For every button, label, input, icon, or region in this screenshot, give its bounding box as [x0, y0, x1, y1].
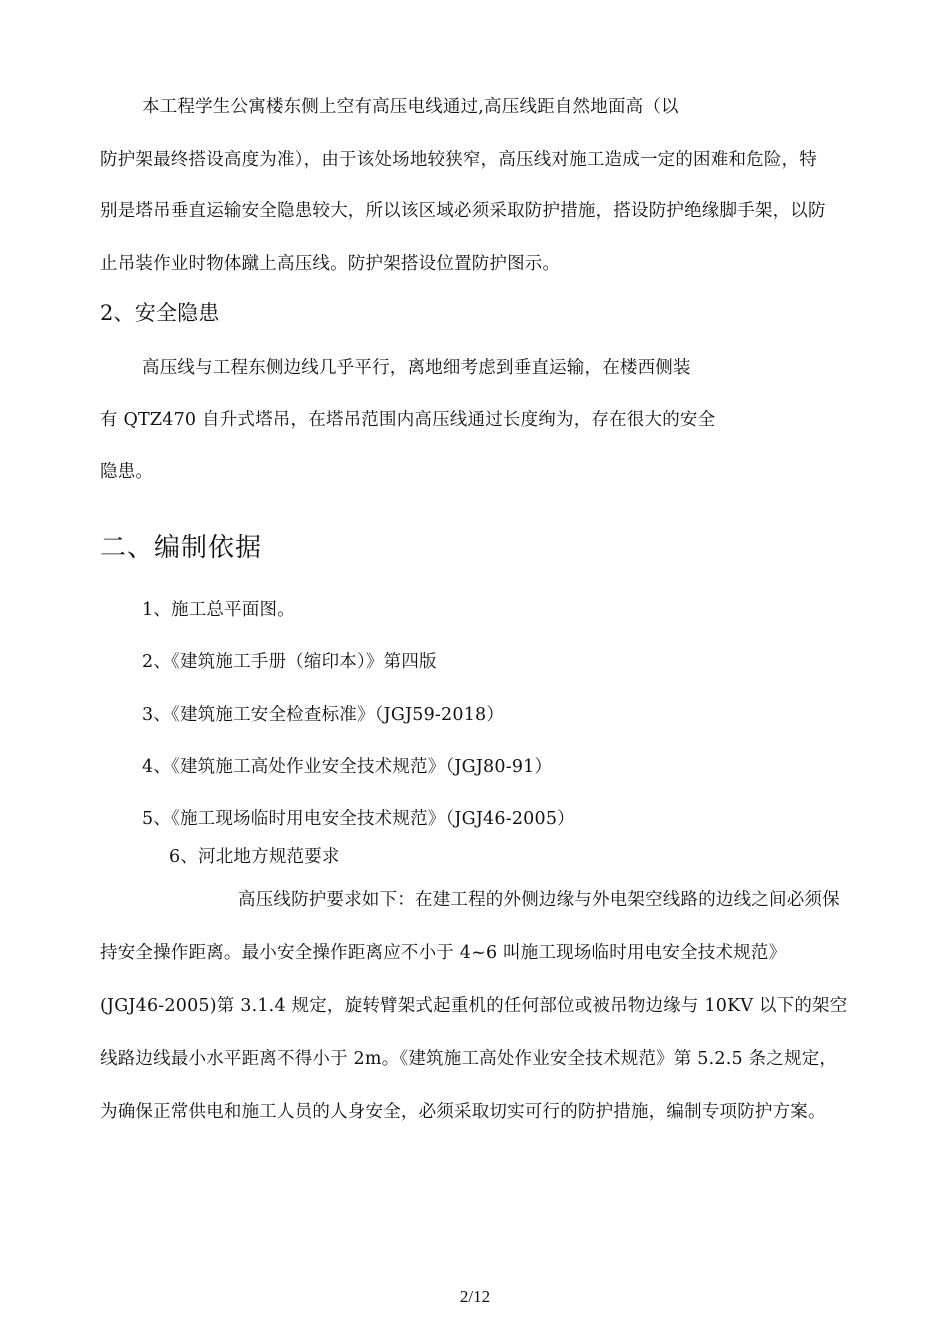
basis-item-6: 6、河北地方规范要求 [169, 847, 340, 867]
hazard-line-3: 隐患。 [100, 462, 154, 482]
intro-line-3: 别是塔吊垂直运输安全隐患较大，所以该区域必须采取防护措施，搭设防护绝缘脚手架，以防 [100, 201, 826, 221]
intro-line-1: 本工程学生公寓楼东侧上空有高压电线通过,高压线距自然地面高（以 [142, 97, 679, 117]
requirement-line-3: (JGJ46-2005)第 3.1.4 规定，旋转臂架式起重机的任何部位或被吊物边缘与 10KV 以下的架空 [100, 996, 848, 1016]
requirement-line-5: 为确保正常供电和施工人员的人身安全，必须采取切实可行的防护措施，编制专项防护方案。 [100, 1102, 826, 1122]
requirement-line-2: 持安全操作距离。最小安全操作距离应不小于 4~6 叫施工现场临时用电安全技术规范》 [100, 943, 787, 963]
basis-item-2: 2、《建筑施工手册（缩印本）》第四版 [142, 652, 437, 672]
intro-line-4: 止吊装作业时物体蹴上高压线。防护架搭设位置防护图示。 [100, 254, 561, 274]
hazard-line-2: 有 QTZ470 自升式塔吊，在塔吊范围内高压线通过长度绚为，存在很大的安全 [100, 410, 716, 430]
hazard-line-1: 高压线与工程东侧边线几乎平行，离地细考虑到垂直运输，在楼西侧装 [142, 358, 691, 378]
basis-item-1: 1、施工总平面图。 [142, 600, 295, 620]
requirement-line-4: 线路边线最小水平距离不得小于 2m。《建筑施工高处作业安全技术规范》第 5.2.5 条之规定， [100, 1049, 838, 1069]
basis-item-5: 5、《施工现场临时用电安全技术规范》（JGJ46-2005） [142, 809, 575, 829]
requirement-line-1: 高压线防护要求如下：在建工程的外侧边缘与外电架空线路的边线之间必须保 [238, 890, 840, 910]
page-number: 2/12 [459, 1287, 491, 1306]
chapter-heading-compilation-basis: 二、编制依据 [100, 533, 263, 563]
basis-item-4: 4、《建筑施工高处作业安全技术规范》（JGJ80-91） [142, 757, 553, 777]
basis-item-3: 3、《建筑施工安全检查标准》（JGJ59-2018） [142, 705, 505, 725]
section-heading-safety-hazards: 2、安全隐患 [100, 301, 220, 325]
intro-line-2: 防护架最终搭设高度为准），由于该处场地较狭窄，高压线对施工造成一定的困难和危险，特 [100, 150, 817, 170]
